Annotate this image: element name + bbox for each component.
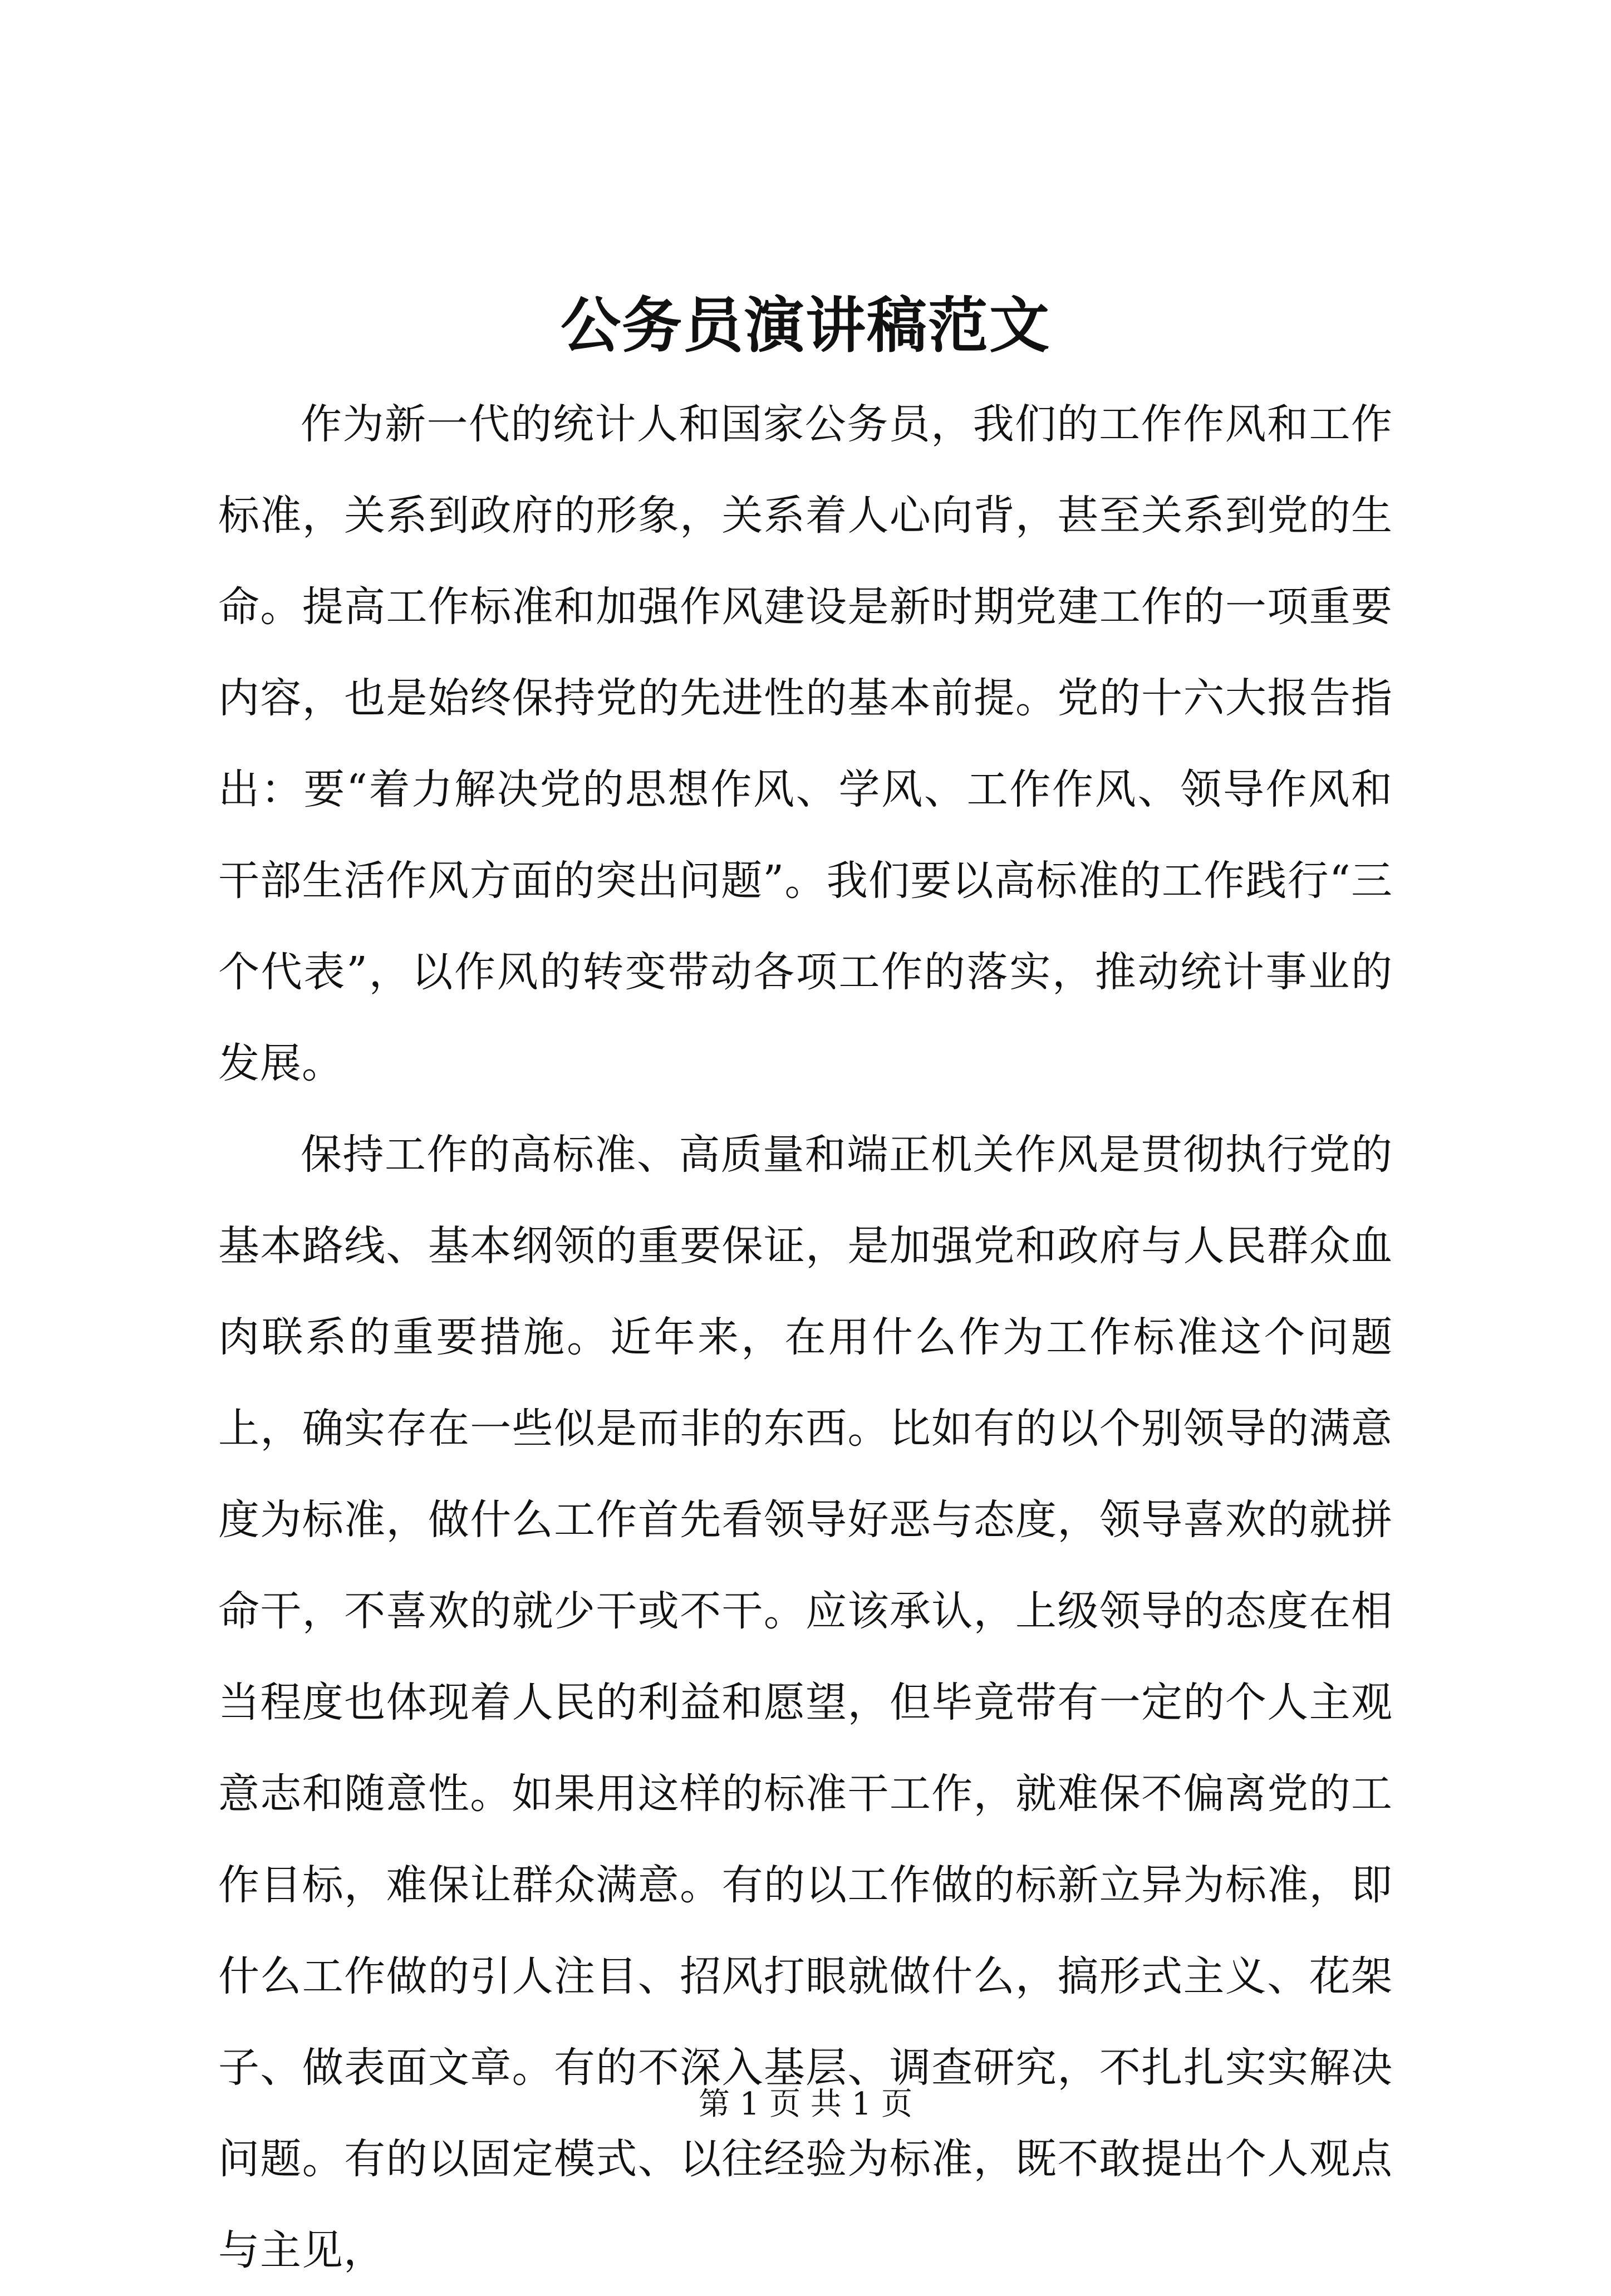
paragraph-2: 保持工作的高标准、高质量和端正机关作风是贯彻执行党的基本路线、基本纲领的重要保证，是加强党和政府与人民群众血肉联系的重要措施。近年来，在用什么作为工作标准这个问题上，确实存在一些似是而非的东西。比如有的以个别领导的满意度为标准，做什么工作首先看领导好恶与态度，领导喜欢的就拼命干，不喜欢的就少干或不干。应该承认，上级领导的态度在相当程度也体现着人民的利益和愿望，但毕竟带有一定的个人主观意志和随意性。如果用这样的标准干工作，就难保不偏离党的工作目标，难保让群众满意。有的以工作做的标新立异为标准，即什么工作做的引人注目、招风打眼就做什么，搞形式主义、花架子、做表面文章。有的不深入基层、调查研究，不扎扎实实解决问题。有的以固定模式、以往经验为标准，既不敢提出个人观点与主见， xyxy=(218,1131,1393,2274)
page-footer: 第 1 页 共 1 页 xyxy=(698,2086,913,2122)
document-title: 公务员演讲稿范文 xyxy=(560,291,1050,361)
paragraph-1: 作为新一代的统计人和国家公务员，我们的工作作风和工作标准，关系到政府的形象，关系着人心向背，甚至关系到党的生命。提高工作标准和加强作风建设是新时期党建工作的一项重要内容，也是始终保持党的先进性的基本前提。党的十六大报告指出：要“着力解决党的思想作风、学风、工作作风、领导作风和干部生活作风方面的突出问题”。我们要以高标准的工作践行“三个代表”，以作风的转变带动各项工作的落实，推动统计事业的发展。 xyxy=(218,400,1393,1087)
document-body xyxy=(218,379,1393,2296)
